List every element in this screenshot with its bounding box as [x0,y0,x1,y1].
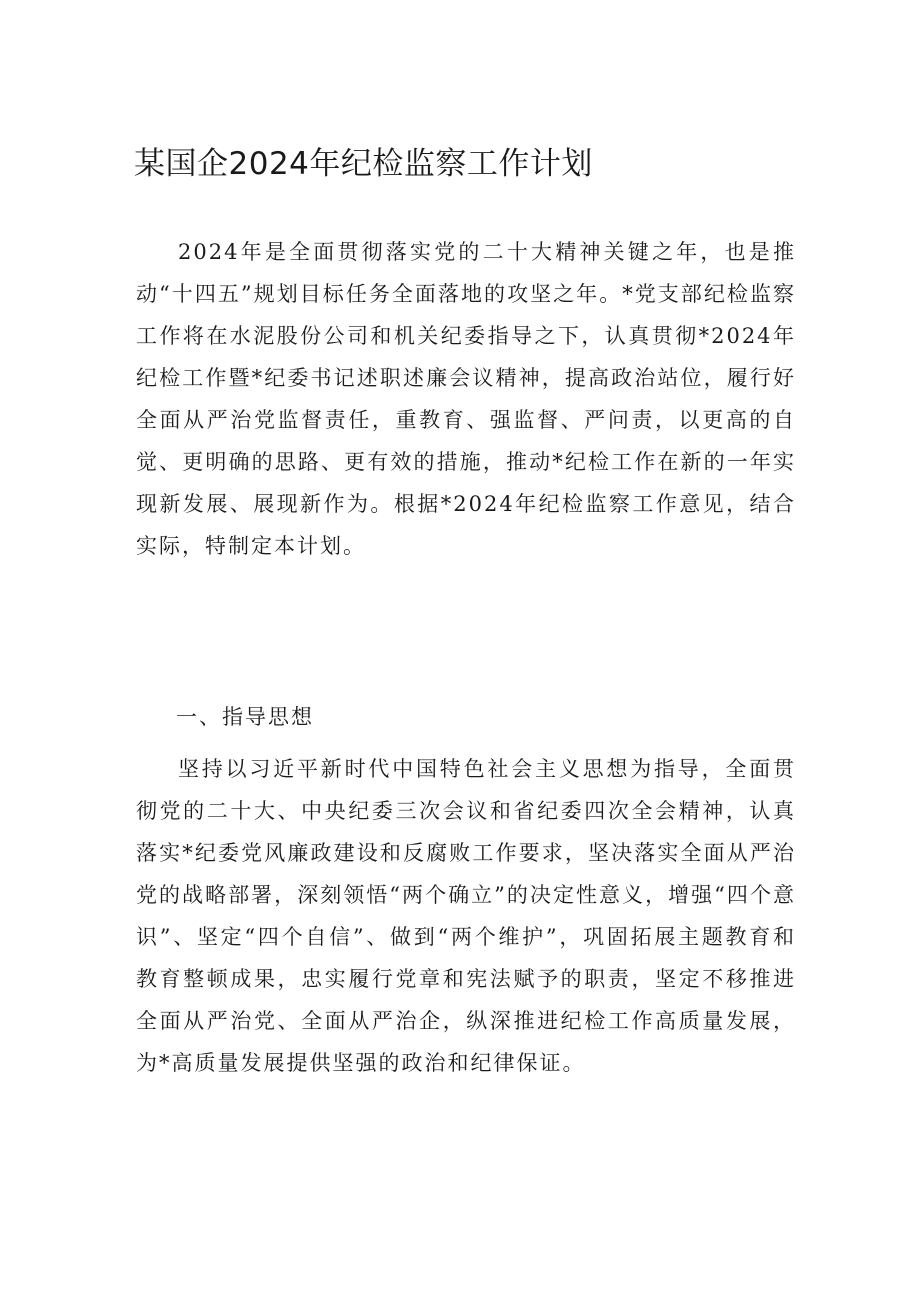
document-title: 某国企2024年纪检监察工作计划 [134,146,593,182]
section-heading-guiding-ideology: 一、指导思想 [176,705,314,729]
section-body-guiding-ideology: 坚持以习近平新时代中国特色社会主义思想为指导，全面贯彻党的二十大、中央纪委三次会议和省纪委四次全会精神，认真落实*纪委党风廉政建设和反腐败工作要求，坚决落实全面从严治党的战略部署，深刻领悟“两个确立”的决定性意义，增强“四个意识”、坚定“四个自信”、做到“两个维护”，巩固拓展主题教育和教育整顿成果，忠实履行党章和宪法赋予的职责，坚定不移推进全面从严治党、全面从严治企，纵深推进纪检工作高质量发展，为*高质量发展提供坚强的政治和纪律保证。 [136,757,796,1075]
intro-paragraph: 2024年是全面贯彻落实党的二十大精神关键之年，也是推动“十四五”规划目标任务全面落地的攻坚之年。*党支部纪检监察工作将在水泥股份公司和机关纪委指导之下，认真贯彻*2024年纪检工作暨*纪委书记述职述廉会议精神，提高政治站位，履行好全面从严治党监督责任，重教育、强监督、严问责，以更高的自觉、更明确的思路、更有效的措施，推动*纪检工作在新的一年实现新发展、展现新作为。根据*2024年纪检监察工作意见，结合实际，特制定本计划。 [136,240,796,558]
